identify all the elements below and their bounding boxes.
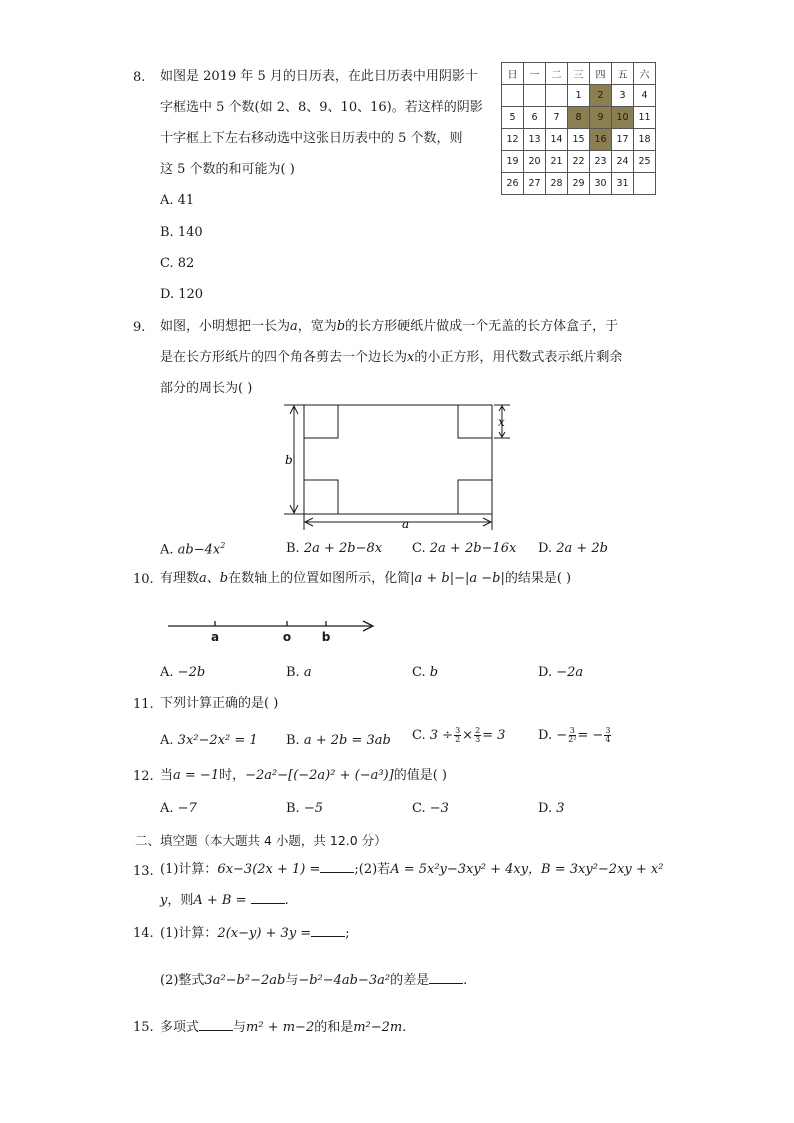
- calendar-cell: 21: [546, 151, 568, 173]
- q13-line-2: y，则A + B = .: [160, 893, 289, 908]
- calendar-header: 日: [502, 63, 524, 85]
- q14-blank-2[interactable]: [429, 973, 463, 984]
- q8-number: 8.: [133, 70, 146, 85]
- calendar-cell: 9: [590, 107, 612, 129]
- calendar-cell: 25: [634, 151, 656, 173]
- calendar-header: 三: [568, 63, 590, 85]
- q11-text: 下列计算正确的是( ): [160, 696, 279, 711]
- calendar-cell: [634, 173, 656, 195]
- q10-option-d[interactable]: D. −2a: [538, 665, 584, 680]
- calendar-cell: 24: [612, 151, 634, 173]
- q12-option-b[interactable]: B. −5: [286, 801, 323, 816]
- calendar-cell: 3: [612, 85, 634, 107]
- q9-number: 9.: [133, 320, 146, 335]
- calendar-cell: 26: [502, 173, 524, 195]
- calendar-cell: 1: [568, 85, 590, 107]
- q8-option-c[interactable]: C. 82: [160, 256, 195, 271]
- calendar-cell: 8: [568, 107, 590, 129]
- q14-number: 14.: [133, 926, 154, 941]
- calendar-cell: 10: [612, 107, 634, 129]
- q14-line-1: (1)计算：2(x−y) + 3y = ;: [160, 926, 350, 941]
- q8-option-a[interactable]: A. 41: [160, 193, 195, 208]
- q10-option-c[interactable]: C. b: [412, 665, 439, 680]
- calendar-cell: [502, 85, 524, 107]
- q11-option-a[interactable]: A. 3x²−2x² = 1: [160, 733, 258, 748]
- calendar-header: 四: [590, 63, 612, 85]
- section-title: 二、填空题（本大题共 4 小题，共 12.0 分）: [135, 833, 387, 848]
- q14-line-2: (2)整式3a²−b²−2ab与−b²−4ab−3a²的差是 .: [160, 973, 468, 988]
- calendar-cell: 19: [502, 151, 524, 173]
- calendar-cell: 17: [612, 129, 634, 151]
- q9-option-c[interactable]: C. 2a + 2b−16x: [412, 541, 517, 556]
- q8-line: 这 5 个数的和可能为( ): [160, 162, 295, 177]
- label-x: x: [498, 415, 505, 429]
- q8-line: 字框选中 5 个数(如 2、8、9、10、16)。若这样的阴影: [160, 100, 483, 115]
- axis-label-b: b: [321, 630, 331, 644]
- calendar-cell: [546, 85, 568, 107]
- q9-line-1: 如图，小明想把一长为a，宽为b的长方形硬纸片做成一个无盖的长方体盒子，于: [160, 319, 619, 334]
- calendar-cell: 16: [590, 129, 612, 151]
- calendar-cell: 31: [612, 173, 634, 195]
- q9-rectangle-diagram: [280, 398, 520, 533]
- q8-option-b[interactable]: B. 140: [160, 225, 203, 240]
- q8-line: 十字框上下左右移动选中这张日历表中的 5 个数，则: [160, 131, 463, 146]
- q9-option-b[interactable]: B. 2a + 2b−8x: [286, 541, 383, 556]
- q12-option-d[interactable]: D. 3: [538, 801, 565, 816]
- label-b: b: [285, 453, 293, 467]
- q13-blank-2[interactable]: [251, 893, 285, 904]
- calendar-header: 五: [612, 63, 634, 85]
- calendar-header: 二: [546, 63, 568, 85]
- calendar-table: [501, 62, 656, 195]
- q11-number: 11.: [133, 697, 154, 712]
- q11-option-b[interactable]: B. a + 2b = 3ab: [286, 733, 391, 748]
- q9-option-d[interactable]: D. 2a + 2b: [538, 541, 609, 556]
- q12-number: 12.: [133, 769, 154, 784]
- calendar-cell: 11: [634, 107, 656, 129]
- q15-blank[interactable]: [199, 1020, 233, 1031]
- calendar-cell: 18: [634, 129, 656, 151]
- calendar-cell: 27: [524, 173, 546, 195]
- calendar-cell: 5: [502, 107, 524, 129]
- calendar-cell: 13: [524, 129, 546, 151]
- q13-number: 13.: [133, 864, 154, 879]
- q12-option-c[interactable]: C. −3: [412, 801, 449, 816]
- calendar-cell: 7: [546, 107, 568, 129]
- q13-blank-1[interactable]: [320, 862, 354, 873]
- q8-line: 如图是 2019 年 5 月的日历表，在此日历表中用阴影十: [160, 69, 478, 84]
- calendar-cell: 2: [590, 85, 612, 107]
- q14-blank-1[interactable]: [311, 926, 345, 937]
- q11-option-d[interactable]: D. − $\frac{3}{\text{2²}}$ = − $\frac{3}{4}$: [538, 726, 611, 744]
- label-a: a: [402, 517, 410, 531]
- q10-number: 10.: [133, 572, 154, 587]
- q11-option-c[interactable]: C. 3 ÷ $\frac{3}{2}$ × $\frac{2}{3}$ = 3: [412, 726, 506, 744]
- q10-option-a[interactable]: A. −2b: [160, 665, 206, 680]
- axis-label-a: a: [210, 630, 220, 644]
- calendar-cell: 29: [568, 173, 590, 195]
- calendar-cell: 15: [568, 129, 590, 151]
- q12-text: 当a = −1时，−2a²−[(−2a)² + (−a³)]的值是( ): [160, 768, 447, 783]
- calendar-cell: 12: [502, 129, 524, 151]
- calendar-cell: 6: [524, 107, 546, 129]
- q8-option-d[interactable]: D. 120: [160, 287, 204, 302]
- q9-option-a[interactable]: A. $ab-4x^2$: [160, 541, 226, 558]
- q15-text: 多项式 与m² + m−2的和是m²−2m.: [160, 1020, 407, 1035]
- q10-option-b[interactable]: B. a: [286, 665, 312, 680]
- q10-number-line: [165, 612, 380, 646]
- q10-text: 有理数a、b在数轴上的位置如图所示，化简|a + b|−|a −b|的结果是( ): [160, 571, 572, 586]
- calendar-header: 六: [634, 63, 656, 85]
- q13-line-1: (1)计算：6x−3(2x + 1) = ;(2)若A = 5x²y−3xy² + 4xy，B = 3xy²−2xy + x²: [160, 862, 664, 877]
- calendar-cell: [524, 85, 546, 107]
- axis-label-o: o: [282, 630, 292, 644]
- calendar-cell: 23: [590, 151, 612, 173]
- calendar-cell: 22: [568, 151, 590, 173]
- q15-number: 15.: [133, 1020, 154, 1035]
- q12-option-a[interactable]: A. −7: [160, 801, 197, 816]
- q9-line-3: 部分的周长为( ): [160, 381, 253, 396]
- calendar-cell: 4: [634, 85, 656, 107]
- q9-line-2: 是在长方形纸片的四个角各剪去一个边长为x的小正方形，用代数式表示纸片剩余: [160, 350, 623, 365]
- calendar-cell: 14: [546, 129, 568, 151]
- calendar-cell: 30: [590, 173, 612, 195]
- calendar-cell: 20: [524, 151, 546, 173]
- calendar-header: 一: [524, 63, 546, 85]
- calendar-cell: 28: [546, 173, 568, 195]
